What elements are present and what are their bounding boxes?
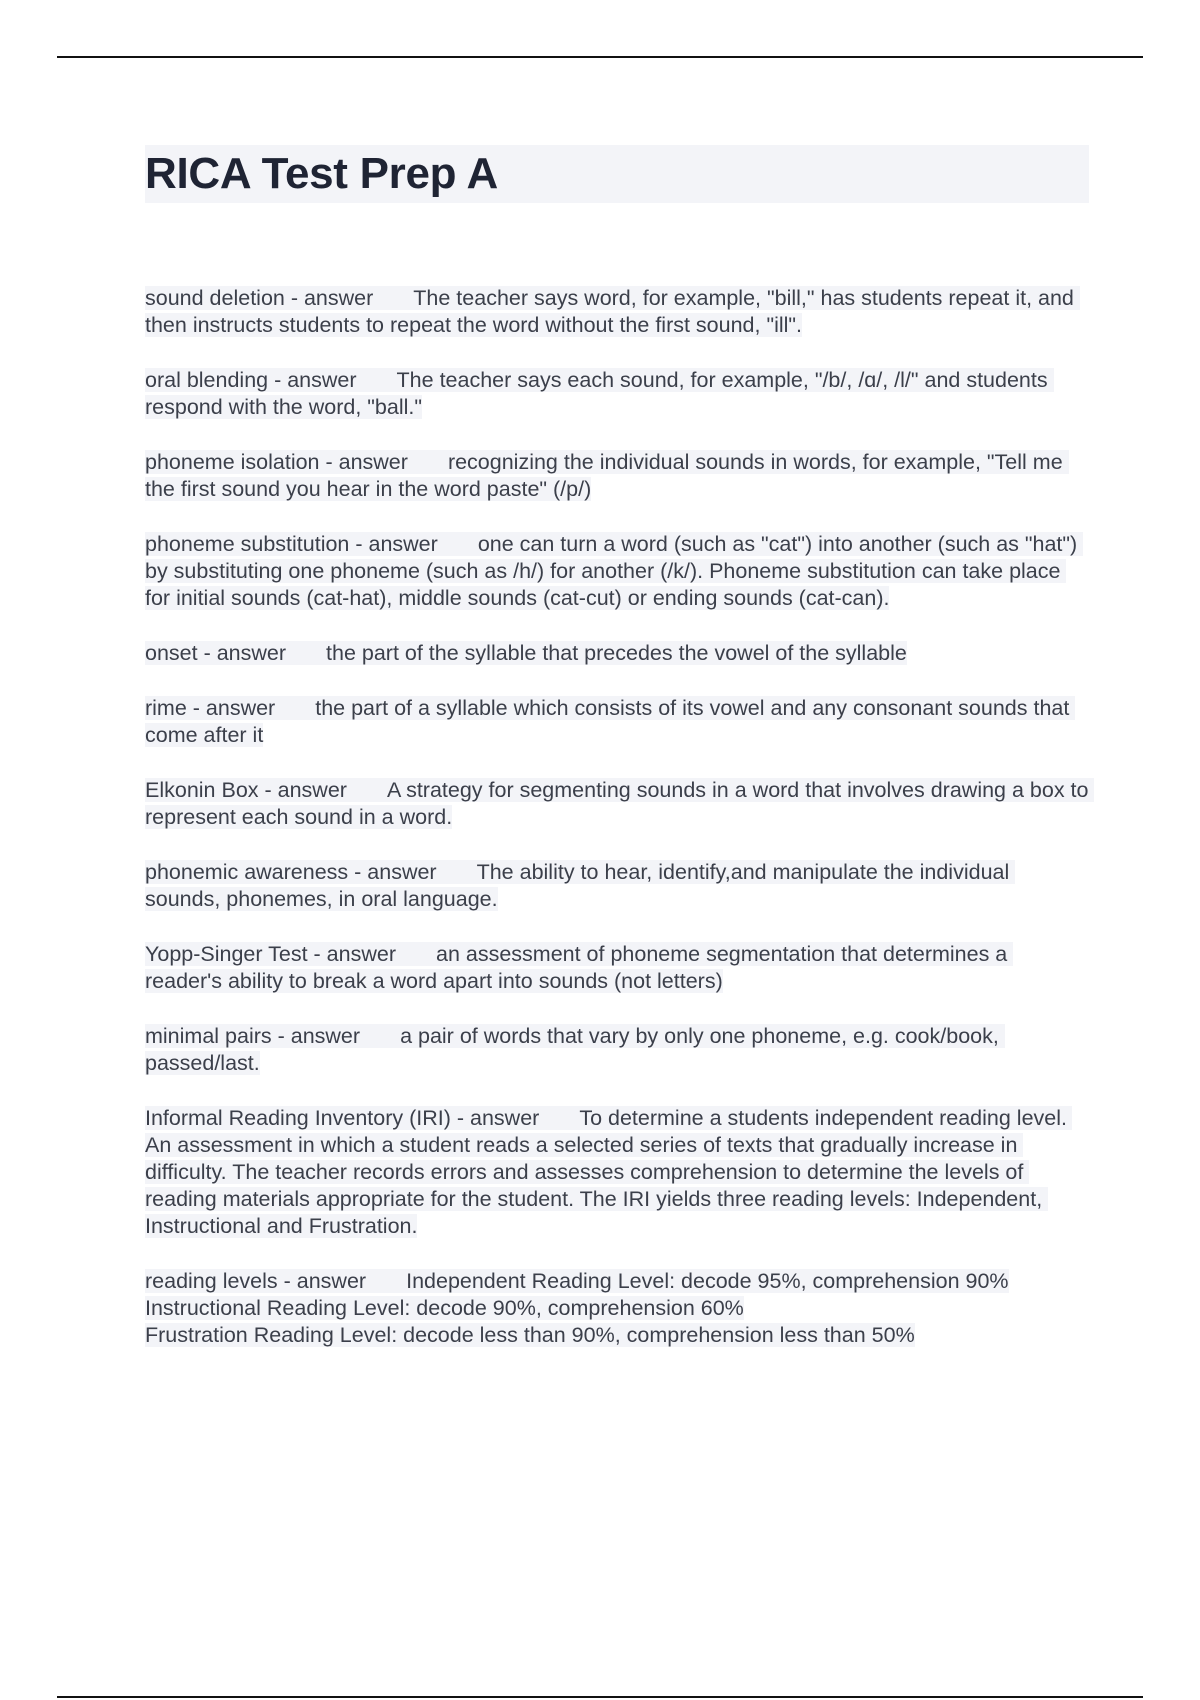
- flashcard-entry: [145, 640, 1090, 667]
- top-rule: [57, 56, 1143, 58]
- page-title: RICA Test Prep A: [145, 149, 498, 198]
- entry-term: reading levels - answer: [145, 1269, 367, 1293]
- entry-definition: To determine a students independent reading level. An assessment in which a student reads a selected series of texts that gradually increase in difficulty. The teacher records errors and assesses comprehension to determine the levels of reading materials appropriate for the student. The IRI yields three reading levels: Independent, Instructional and Frustration.: [145, 1106, 1072, 1238]
- entry-term: rime - answer: [145, 696, 276, 720]
- entry-definition: The teacher says word, for example, "bill," has students repeat it, and then instructs students to repeat the word without the first sound, "ill".: [145, 286, 1080, 337]
- title-block: [145, 145, 1089, 203]
- entry-definition: one can turn a word (such as "cat") into another (such as "hat") by substituting one phoneme (such as /h/) for another (/k/). Phoneme substitution can take place for initial sounds (cat-hat), middle sounds (cat-cut) or ending sounds (cat-can).: [145, 532, 1084, 610]
- flashcard-list: [145, 285, 1095, 1349]
- entry-definition: the part of a syllable which consists of its vowel and any consonant sounds that come after it: [145, 696, 1076, 747]
- flashcard-entry: [145, 367, 1090, 421]
- entry-term: Yopp-Singer Test - answer: [145, 942, 396, 966]
- entry-definition: the part of the syllable that precedes the vowel of the syllable: [326, 641, 907, 665]
- flashcard-entry-reading-levels: [145, 1268, 1090, 1349]
- document-body: [145, 145, 1095, 1377]
- entry-definition: The teacher says each sound, for example, "/b/, /ɑ/, /l/" and students respond with the word, "ball.": [145, 368, 1054, 419]
- entry-definition: A strategy for segmenting sounds in a word that involves drawing a box to represent each sound in a word.: [145, 778, 1095, 829]
- reading-level-frustration: Frustration Reading Level: decode less than 90%, comprehension less than 50%: [145, 1323, 915, 1347]
- entry-term: minimal pairs - answer: [145, 1024, 361, 1048]
- entry-definition: a pair of words that vary by only one phoneme, e.g. cook/book, passed/last.: [145, 1024, 1005, 1075]
- bottom-rule: [57, 1696, 1143, 1698]
- flashcard-entry: [145, 859, 1090, 913]
- flashcard-entry: [145, 531, 1090, 612]
- entry-term: phoneme substitution - answer: [145, 532, 438, 556]
- flashcard-entry: [145, 1105, 1090, 1240]
- entry-term: phoneme isolation - answer: [145, 450, 408, 474]
- flashcard-entry: [145, 1023, 1090, 1077]
- reading-level-independent: Independent Reading Level: decode 95%, comprehension 90%: [406, 1269, 1009, 1293]
- reading-level-instructional: Instructional Reading Level: decode 90%, comprehension 60%: [145, 1296, 744, 1320]
- flashcard-entry: [145, 941, 1090, 995]
- entry-term: phonemic awareness - answer: [145, 860, 437, 884]
- flashcard-entry: [145, 285, 1090, 339]
- entry-term: onset - answer: [145, 641, 287, 665]
- flashcard-entry: [145, 777, 1095, 831]
- entry-definition: The ability to hear, identify,and manipulate the individual sounds, phonemes, in oral language.: [145, 860, 1016, 911]
- entry-term: oral blending - answer: [145, 368, 357, 392]
- flashcard-entry: [145, 449, 1090, 503]
- entry-term: Informal Reading Inventory (IRI) - answer: [145, 1106, 540, 1130]
- entry-definition: an assessment of phoneme segmentation that determines a reader's ability to break a word apart into sounds (not letters): [145, 942, 1014, 993]
- flashcard-entry: [145, 695, 1090, 749]
- entry-term: Elkonin Box - answer: [145, 778, 347, 802]
- entry-term: sound deletion - answer: [145, 286, 374, 310]
- entry-definition: recognizing the individual sounds in words, for example, "Tell me the first sound you hear in the word paste" (/p/): [145, 450, 1069, 501]
